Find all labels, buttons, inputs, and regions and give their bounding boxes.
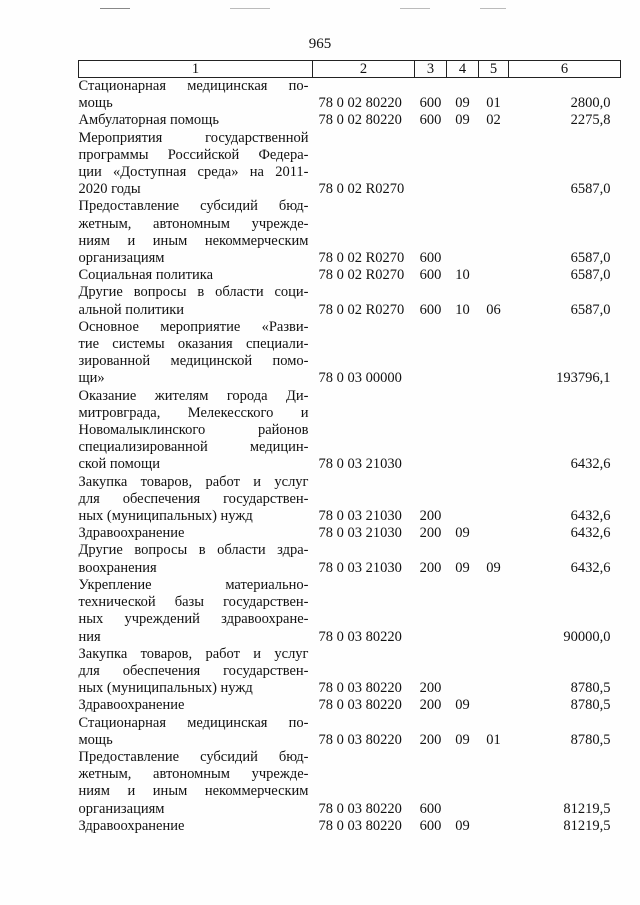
table-row bbox=[79, 284, 621, 318]
item-name-line: ных (муниципальных) нужд bbox=[78, 508, 253, 525]
item-name-line: программы Российской Федера- bbox=[78, 146, 309, 163]
table-row bbox=[79, 697, 621, 714]
item-name-line: технической базы государствен- bbox=[78, 594, 309, 611]
table-row bbox=[79, 525, 621, 542]
subsection-cell bbox=[479, 319, 509, 388]
item-name-cell bbox=[79, 267, 313, 284]
subsection-cell bbox=[479, 388, 509, 474]
item-name-cell bbox=[79, 577, 313, 646]
target-code-cell: 78 0 03 21030 bbox=[318, 508, 402, 525]
subsection-cell: 02 bbox=[486, 112, 501, 129]
subsection-cell bbox=[479, 749, 509, 818]
expense-type-cell: 600 bbox=[419, 95, 442, 112]
item-name-line: организациям bbox=[78, 800, 165, 817]
target-code-cell: 78 0 02 R0270 bbox=[318, 267, 405, 284]
table-header-row bbox=[79, 61, 621, 78]
amount-cell: 81219,5 bbox=[563, 817, 611, 834]
expense-type-cell: 600 bbox=[419, 112, 442, 129]
expense-type-cell: 200 bbox=[419, 697, 442, 714]
amount-cell: 90000,0 bbox=[563, 628, 611, 645]
section-cell bbox=[447, 130, 479, 199]
target-code-cell: 78 0 03 80220 bbox=[318, 817, 402, 834]
item-name-line: мощь bbox=[78, 731, 113, 748]
amount-cell: 8780,5 bbox=[570, 680, 611, 697]
expense-type-cell: 200 bbox=[419, 525, 442, 542]
table-row bbox=[79, 388, 621, 474]
item-name-line: Стационарная медицинская по- bbox=[78, 78, 309, 94]
subsection-cell: 06 bbox=[486, 301, 501, 318]
item-name-line: воохранения bbox=[78, 559, 157, 576]
target-code-cell: 78 0 02 80220 bbox=[318, 112, 402, 129]
section-cell bbox=[447, 749, 479, 818]
expense-type-cell bbox=[415, 130, 447, 199]
target-code-cell: 78 0 03 21030 bbox=[318, 559, 402, 576]
amount-cell: 6432,6 bbox=[570, 525, 611, 542]
target-code-cell: 78 0 02 R0270 bbox=[318, 301, 405, 318]
target-code-cell: 78 0 02 R0270 bbox=[318, 181, 405, 198]
section-cell: 09 bbox=[455, 95, 470, 112]
table-row bbox=[79, 818, 621, 835]
item-name-line: ской помощи bbox=[78, 456, 160, 473]
amount-cell: 2275,8 bbox=[570, 112, 611, 129]
item-name-cell bbox=[79, 818, 313, 835]
section-cell bbox=[447, 198, 479, 267]
amount-cell: 6432,6 bbox=[570, 456, 611, 473]
section-cell bbox=[447, 388, 479, 474]
table-row bbox=[79, 130, 621, 199]
amount-cell: 81219,5 bbox=[563, 800, 611, 817]
section-cell: 09 bbox=[455, 112, 470, 129]
target-code-cell: 78 0 03 80220 bbox=[318, 680, 402, 697]
table-body bbox=[79, 78, 621, 835]
item-name-line: Укрепление материально- bbox=[78, 576, 309, 593]
item-name-cell bbox=[79, 284, 313, 318]
item-name-line: альной политики bbox=[78, 301, 185, 318]
subsection-cell bbox=[479, 697, 509, 714]
item-name-line: Основное мероприятие «Разви- bbox=[78, 318, 309, 335]
expense-type-cell: 200 bbox=[419, 731, 442, 748]
expense-type-cell: 600 bbox=[419, 817, 442, 834]
target-code-cell: 78 0 03 80220 bbox=[318, 628, 402, 645]
item-name-line: ния bbox=[78, 628, 101, 645]
subsection-cell bbox=[479, 267, 509, 284]
expense-type-cell: 600 bbox=[419, 267, 442, 284]
section-cell: 09 bbox=[455, 697, 470, 714]
subsection-cell bbox=[479, 577, 509, 646]
section-cell: 10 bbox=[455, 267, 470, 284]
item-name-line: Здравоохранение bbox=[78, 697, 185, 714]
item-name-line: для обеспечения государствен- bbox=[78, 490, 309, 507]
subsection-cell bbox=[479, 130, 509, 199]
item-name-line: 2020 годы bbox=[78, 181, 141, 198]
expense-type-cell: 200 bbox=[419, 508, 442, 525]
item-name-line: Здравоохранение bbox=[78, 525, 185, 542]
item-name-line: щи» bbox=[78, 370, 105, 387]
item-name-cell bbox=[79, 525, 313, 542]
target-code-cell: 78 0 02 80220 bbox=[318, 95, 402, 112]
subsection-cell bbox=[479, 525, 509, 542]
expense-type-cell: 600 bbox=[419, 301, 442, 318]
item-name-cell bbox=[79, 474, 313, 526]
table-row bbox=[79, 198, 621, 267]
item-name-line: Новомалыклинского районов bbox=[78, 422, 309, 439]
subsection-cell: 01 bbox=[486, 731, 501, 748]
item-name-cell bbox=[79, 542, 313, 576]
subsection-cell: 09 bbox=[486, 559, 501, 576]
column-header: 6 bbox=[509, 61, 621, 78]
item-name-cell bbox=[79, 112, 313, 129]
item-name-line: Мероприятия государственной bbox=[78, 129, 309, 146]
target-code-cell: 78 0 03 80220 bbox=[318, 697, 402, 714]
section-cell bbox=[447, 646, 479, 698]
item-name-line: жетным, автономным учрежде- bbox=[78, 766, 309, 783]
expense-type-cell bbox=[415, 319, 447, 388]
target-code-cell: 78 0 03 21030 bbox=[318, 456, 402, 473]
item-name-line: ции «Доступная среда» на 2011- bbox=[78, 164, 309, 181]
item-name-cell bbox=[79, 198, 313, 267]
table-row bbox=[79, 319, 621, 388]
amount-cell: 2800,0 bbox=[570, 95, 611, 112]
target-code-cell: 78 0 03 80220 bbox=[318, 800, 402, 817]
table-row bbox=[79, 542, 621, 576]
item-name-line: мощь bbox=[78, 95, 113, 112]
target-code-cell: 78 0 03 80220 bbox=[318, 731, 402, 748]
item-name-cell bbox=[79, 319, 313, 388]
item-name-line: ных (муниципальных) нужд bbox=[78, 680, 253, 697]
table-row bbox=[79, 112, 621, 129]
amount-cell: 8780,5 bbox=[570, 731, 611, 748]
page-number: 965 bbox=[308, 36, 332, 52]
expense-type-cell: 600 bbox=[419, 250, 442, 267]
item-name-line: тие системы оказания специали- bbox=[78, 336, 309, 353]
scan-artifact bbox=[100, 8, 130, 9]
table-row bbox=[79, 267, 621, 284]
item-name-line: Стационарная медицинская по- bbox=[78, 714, 309, 731]
budget-table bbox=[78, 60, 621, 835]
item-name-cell bbox=[79, 130, 313, 199]
item-name-line: Здравоохранение bbox=[78, 817, 185, 834]
item-name-line: Другие вопросы в области здра- bbox=[78, 542, 309, 559]
amount-cell: 6587,0 bbox=[570, 301, 611, 318]
column-header: 1 bbox=[79, 61, 313, 78]
scan-artifact bbox=[230, 8, 270, 9]
item-name-line: Социальная политика bbox=[78, 267, 214, 284]
table-row bbox=[79, 715, 621, 749]
expense-type-cell: 600 bbox=[419, 800, 442, 817]
amount-cell: 6432,6 bbox=[570, 559, 611, 576]
amount-cell: 8780,5 bbox=[570, 697, 611, 714]
amount-cell: 193796,1 bbox=[556, 370, 611, 387]
expense-type-cell bbox=[415, 577, 447, 646]
item-name-line: Предоставление субсидий бюд- bbox=[78, 748, 309, 765]
item-name-line: Предоставление субсидий бюд- bbox=[78, 198, 309, 215]
item-name-line: Закупка товаров, работ и услуг bbox=[78, 645, 309, 662]
target-code-cell: 78 0 03 21030 bbox=[318, 525, 402, 542]
table-row bbox=[79, 78, 621, 113]
section-cell bbox=[447, 577, 479, 646]
column-header: 3 bbox=[415, 61, 447, 78]
item-name-line: ниям и иным некоммерческим bbox=[78, 232, 309, 249]
item-name-line: ниям и иным некоммерческим bbox=[78, 783, 309, 800]
item-name-cell bbox=[79, 646, 313, 698]
table-row bbox=[79, 749, 621, 818]
section-cell: 09 bbox=[455, 731, 470, 748]
item-name-line: митровграда, Мелекесского и bbox=[78, 404, 309, 421]
target-code-cell: 78 0 03 00000 bbox=[318, 370, 402, 387]
section-cell bbox=[447, 474, 479, 526]
item-name-line: зированной медицинской помо- bbox=[78, 353, 309, 370]
subsection-cell bbox=[479, 818, 509, 835]
table-row bbox=[79, 474, 621, 526]
table-row bbox=[79, 577, 621, 646]
amount-cell: 6587,0 bbox=[570, 181, 611, 198]
item-name-cell bbox=[79, 388, 313, 474]
subsection-cell: 01 bbox=[486, 95, 501, 112]
item-name-line: специализированной медицин- bbox=[78, 439, 309, 456]
column-header: 4 bbox=[447, 61, 479, 78]
column-header: 5 bbox=[479, 61, 509, 78]
item-name-line: для обеспечения государствен- bbox=[78, 662, 309, 679]
amount-cell: 6432,6 bbox=[570, 508, 611, 525]
amount-cell: 6587,0 bbox=[570, 267, 611, 284]
item-name-line: ных учреждений здравоохране- bbox=[78, 611, 309, 628]
expense-type-cell: 200 bbox=[419, 559, 442, 576]
expense-type-cell bbox=[415, 388, 447, 474]
item-name-cell bbox=[79, 715, 313, 749]
subsection-cell bbox=[479, 198, 509, 267]
expense-type-cell: 200 bbox=[419, 680, 442, 697]
subsection-cell bbox=[479, 646, 509, 698]
item-name-cell bbox=[79, 78, 313, 113]
column-header: 2 bbox=[313, 61, 415, 78]
item-name-line: Амбулаторная помощь bbox=[78, 112, 219, 129]
section-cell bbox=[447, 319, 479, 388]
section-cell: 09 bbox=[455, 559, 470, 576]
scan-artifact bbox=[480, 8, 506, 9]
table-row bbox=[79, 646, 621, 698]
section-cell: 09 bbox=[455, 817, 470, 834]
item-name-line: Другие вопросы в области соци- bbox=[78, 284, 309, 301]
item-name-line: жетным, автономным учрежде- bbox=[78, 215, 309, 232]
item-name-cell bbox=[79, 697, 313, 714]
item-name-line: Оказание жителям города Ди- bbox=[78, 387, 309, 404]
section-cell: 10 bbox=[455, 301, 470, 318]
target-code-cell: 78 0 02 R0270 bbox=[318, 250, 405, 267]
subsection-cell bbox=[479, 474, 509, 526]
amount-cell: 6587,0 bbox=[570, 250, 611, 267]
scan-artifact bbox=[400, 8, 430, 9]
item-name-cell bbox=[79, 749, 313, 818]
section-cell: 09 bbox=[455, 525, 470, 542]
item-name-line: организациям bbox=[78, 250, 165, 267]
item-name-line: Закупка товаров, работ и услуг bbox=[78, 473, 309, 490]
